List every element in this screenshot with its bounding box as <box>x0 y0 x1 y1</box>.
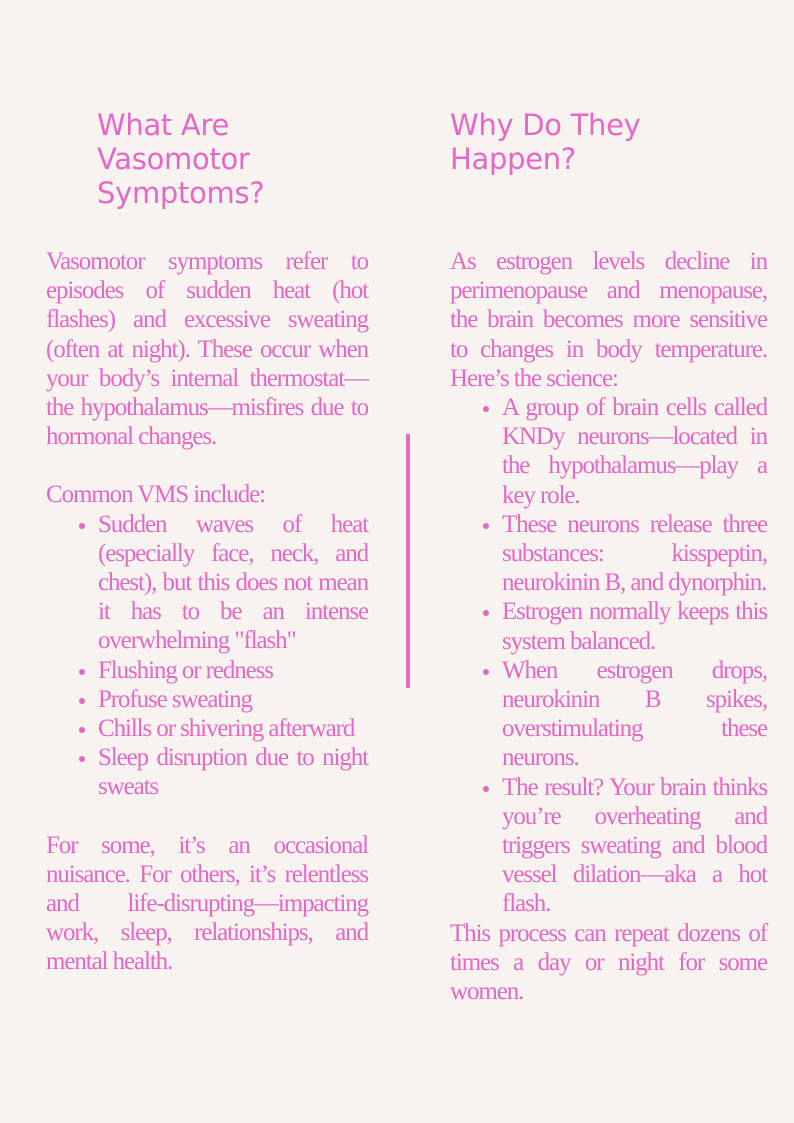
left-column <box>46 247 368 977</box>
list-item: Flushing or redness <box>98 656 368 685</box>
science-list <box>450 393 767 919</box>
vms-list-intro: Common VMS include: <box>46 481 265 509</box>
vasomotor-symptoms-heading: What Are Vasomotor Symptoms? <box>97 108 265 210</box>
science-closing-paragraph: This process can repeat dozens of times a day or night for some women. <box>450 919 767 1006</box>
vms-closing-paragraph: For some, it’s an occasional nuisance. For others, it’s relentless and life-disrupting—impacting work, sleep, relationships, and mental health. <box>46 831 368 976</box>
list-item: When estrogen drops, neurokinin B spikes, overstimulating these neurons. <box>502 656 767 772</box>
list-item: Estrogen normally keeps this system balanced. <box>502 598 767 655</box>
spacer <box>46 802 368 831</box>
list-item: These neurons release three substances: kisspeptin, neurokinin B, and dynorphin. <box>502 510 767 597</box>
list-item: The result? Your brain thinks you’re overheating and triggers sweating and blood vessel dilation—aka a hot flash. <box>502 773 767 918</box>
right-column <box>450 247 767 1006</box>
list-item: Sleep disruption due to night sweats <box>98 744 368 801</box>
list-item: Chills or shivering afterward <box>98 714 368 743</box>
vms-symptom-list <box>46 510 368 802</box>
list-item: Profuse sweating <box>98 685 368 714</box>
spacer <box>46 451 368 480</box>
why-they-happen-heading: Why Do They Happen? <box>450 108 641 176</box>
vms-intro-paragraph: Vasomotor symptoms refer to episodes of sudden heat (hot flashes) and excessive sweating (often at night). These occur when your body’s internal thermostat—the hypothalamus—misfires due to hormonal changes. <box>46 248 368 451</box>
column-divider <box>406 434 410 688</box>
list-item: Sudden waves of heat (especially face, neck, and chest), but this does not mean it has to be an intense overwhelming "flash" <box>98 510 368 655</box>
science-intro-paragraph: As estrogen levels decline in perimenopause and menopause, the brain becomes more sensitive to changes in body temperature. Here’s the science: <box>450 248 767 392</box>
list-item: A group of brain cells called KNDy neurons—located in the hypothalamus—play a key role. <box>502 394 767 509</box>
